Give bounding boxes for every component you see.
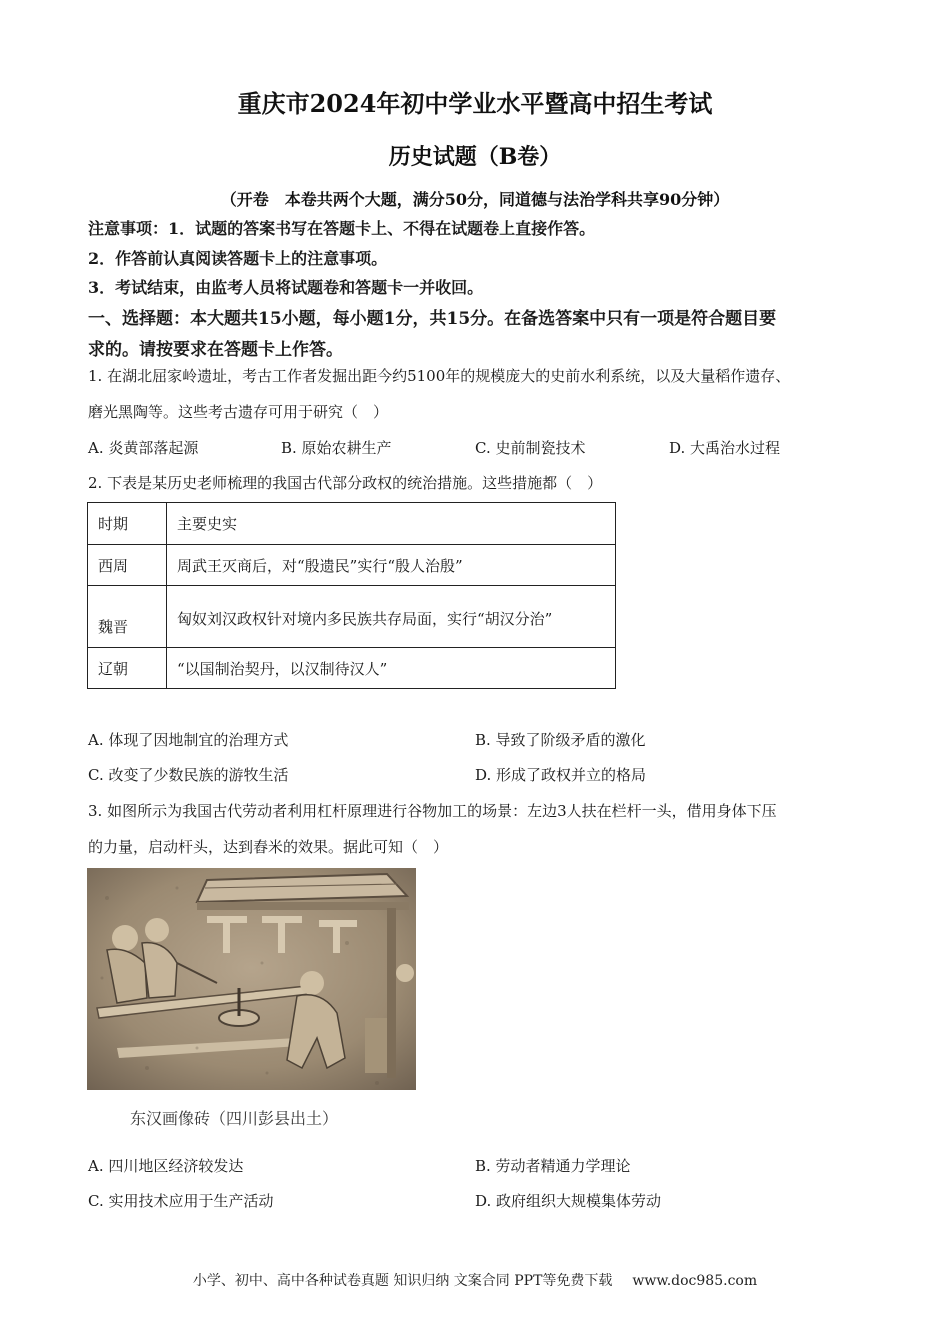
table-row (88, 545, 616, 586)
table-cell: 西周 (88, 545, 167, 586)
q1-option-d: D. 大禹治水过程 (669, 439, 781, 457)
section-heading-line1: 一、选择题：本大题共15小题，每小题1分，共15分。在备选答案中只有一项是符合题目要 (88, 309, 777, 329)
notice-3: 3．考试结束，由监考人员将试题卷和答题卡一并收回。 (88, 278, 484, 297)
exam-title: 重庆市2024年初中学业水平暨高中招生考试 (237, 89, 713, 118)
q1-option-c: C. 史前制瓷技术 (475, 439, 586, 457)
table-row (88, 586, 616, 648)
q2-option-d: D. 形成了政权并立的格局 (475, 766, 647, 784)
exam-note: （开卷 本卷共两个大题，满分50分，同道德与法治学科共享90分钟） (220, 190, 730, 209)
han-relief-brick-image (87, 868, 416, 1090)
table-cell: 周武王灭商后，对“殷遗民”实行“殷人治殷” (167, 545, 616, 586)
q3-stem-line2: 的力量，启动杆头，达到舂米的效果。据此可知（ ） (88, 838, 449, 856)
exam-subtitle: 历史试题（B卷） (388, 144, 562, 170)
table-cell: 匈奴刘汉政权针对境内多民族共存局面，实行“胡汉分治” (167, 586, 616, 648)
table-cell: 魏晋 (88, 586, 167, 648)
q1-stem-line1: 1. 在湖北屈家岭遗址，考古工作者发掘出距今约5100年的规模庞大的史前水利系统，以及大量稻作遗存、 (88, 367, 791, 385)
table-header-row (88, 503, 616, 545)
q3-option-c: C. 实用技术应用于生产活动 (88, 1192, 274, 1210)
q1-stem-line2: 磨光黑陶等。这些考古遗存可用于研究（ ） (88, 403, 389, 421)
history-table (87, 502, 616, 689)
q2-stem: 2. 下表是某历史老师梳理的我国古代部分政权的统治措施。这些措施都（ ） (88, 474, 603, 492)
footer-link[interactable]: www.doc985.com (632, 1273, 758, 1289)
notice-1: 注意事项：1．试题的答案书写在答题卡上、不得在试题卷上直接作答。 (88, 219, 596, 238)
q3-option-b: B. 劳动者精通力学理论 (475, 1157, 631, 1175)
table-cell: “以国制治契丹，以汉制待汉人” (167, 648, 616, 689)
section-heading-line2: 求的。请按要求在答题卡上作答。 (88, 340, 343, 360)
table-header-cell: 主要史实 (167, 503, 616, 545)
q3-option-a: A. 四川地区经济较发达 (88, 1157, 244, 1175)
page-footer (0, 1270, 950, 1290)
q2-option-a: A. 体现了因地制宜的治理方式 (88, 731, 289, 749)
table-row (88, 648, 616, 689)
footer-text: 小学、初中、高中各种试卷真题 知识归纳 文案合同 PPT等免费下载 (192, 1273, 613, 1289)
q3-stem-line1: 3. 如图所示为我国古代劳动者利用杠杆原理进行谷物加工的场景：左边3人扶在栏杆一头，借用身体下压 (88, 802, 777, 820)
q1-option-a: A. 炎黄部落起源 (88, 439, 199, 457)
table-header-cell: 时期 (88, 503, 167, 545)
q2-option-b: B. 导致了阶级矛盾的激化 (475, 731, 646, 749)
image-caption: 东汉画像砖（四川彭县出土） (130, 1109, 339, 1128)
q3-option-d: D. 政府组织大规模集体劳动 (475, 1192, 662, 1210)
q2-option-c: C. 改变了少数民族的游牧生活 (88, 766, 289, 784)
table-cell: 辽朝 (88, 648, 167, 689)
q1-option-b: B. 原始农耕生产 (281, 439, 392, 457)
notice-2: 2．作答前认真阅读答题卡上的注意事项。 (88, 249, 388, 268)
